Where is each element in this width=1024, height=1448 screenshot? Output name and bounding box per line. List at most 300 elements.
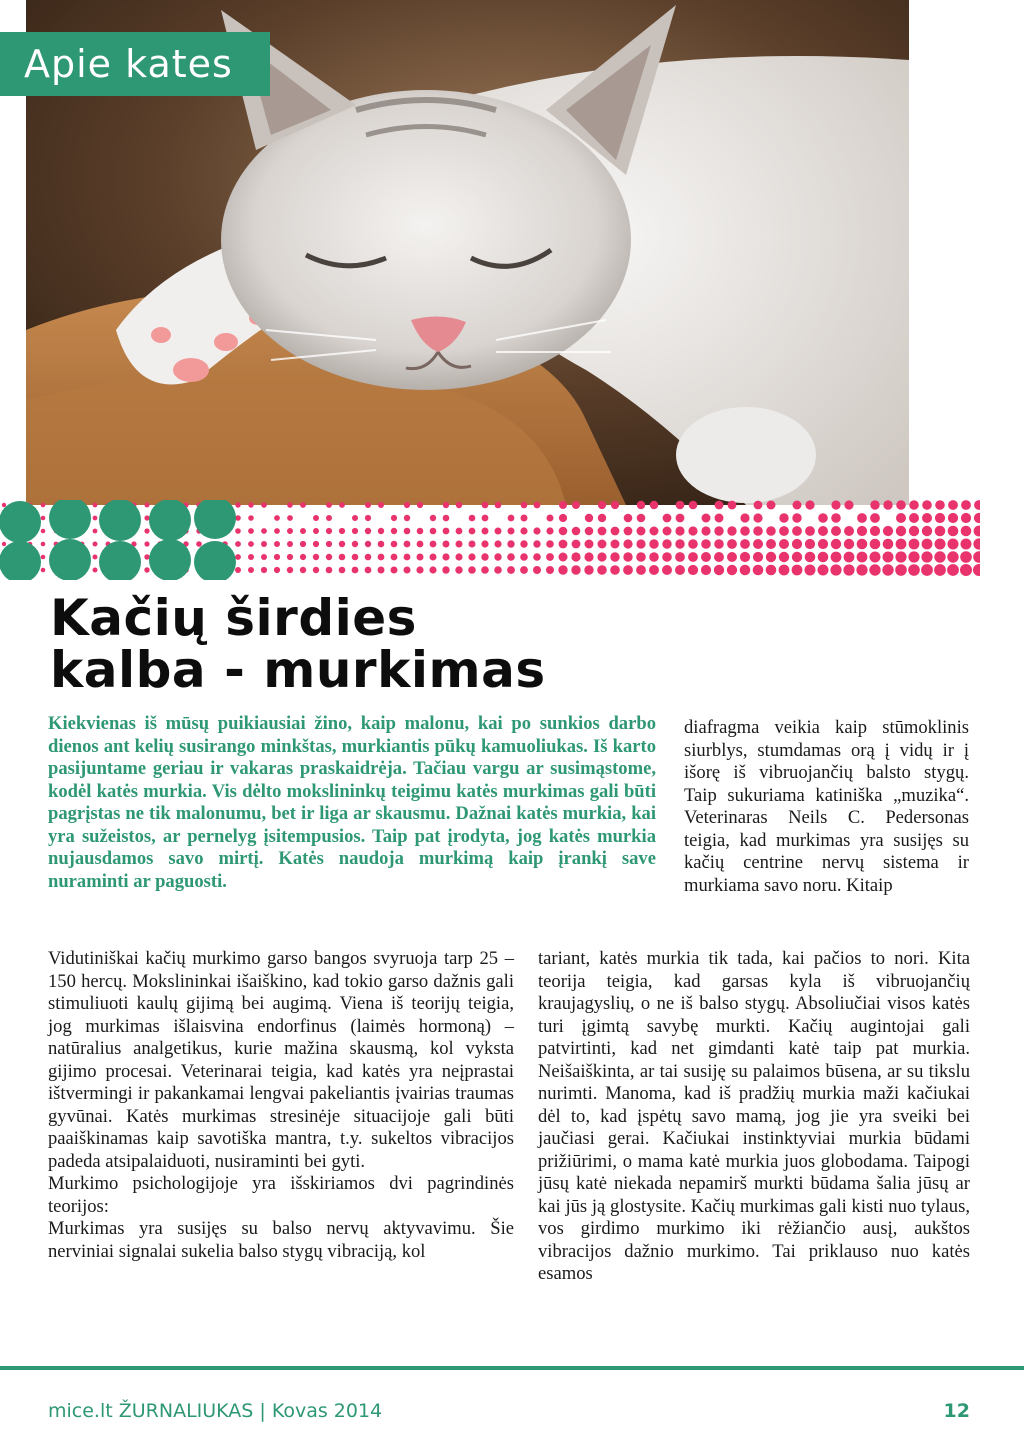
band-dot <box>779 539 789 549</box>
band-dot <box>339 567 346 574</box>
band-dot <box>624 527 633 536</box>
band-dot <box>546 566 554 574</box>
band-dot <box>624 514 633 523</box>
band-dot <box>469 528 476 535</box>
section-tag-label: Apie kates <box>24 42 233 86</box>
band-dot <box>805 539 815 549</box>
band-green-circle <box>99 500 141 541</box>
band-dot <box>313 567 319 573</box>
band-dot <box>300 554 306 560</box>
band-dot <box>378 567 385 574</box>
band-dot <box>41 542 46 547</box>
band-dot <box>908 564 920 576</box>
band-dot <box>261 541 267 547</box>
band-dot <box>507 566 515 574</box>
band-dot <box>391 528 397 534</box>
band-dot <box>482 515 489 522</box>
dotted-band-decoration <box>0 500 980 580</box>
band-dot <box>365 567 372 574</box>
band-dot <box>909 513 919 523</box>
band-dot <box>649 565 659 575</box>
band-dot <box>856 564 867 575</box>
band-dot <box>714 552 724 562</box>
band-dot <box>468 553 475 560</box>
band-dot <box>598 514 606 522</box>
band-dot <box>41 516 46 521</box>
band-dot <box>144 515 149 520</box>
band-dot <box>818 552 829 563</box>
band-dot <box>870 526 880 536</box>
band-dot <box>93 529 98 534</box>
band-dot <box>870 500 879 509</box>
band-dot <box>430 528 437 535</box>
band-dot <box>779 513 788 522</box>
band-dot <box>520 566 528 574</box>
band-dot <box>869 564 880 575</box>
band-dot <box>675 539 684 548</box>
band-dot <box>495 528 502 535</box>
band-dot <box>521 502 528 509</box>
band-dot <box>365 502 371 508</box>
band-dot <box>429 566 436 573</box>
band-dot <box>676 514 685 523</box>
band-dot <box>935 539 946 550</box>
band-dot <box>585 527 594 536</box>
band-dot <box>843 564 854 575</box>
band-dot <box>365 554 372 561</box>
band-dot <box>326 515 332 521</box>
band-dot <box>443 528 450 535</box>
band-dot <box>41 529 46 534</box>
band-dot <box>391 541 398 548</box>
band-dot <box>909 526 919 536</box>
band-dot <box>753 565 764 576</box>
band-dot <box>961 526 972 537</box>
band-dot <box>922 526 932 536</box>
band-dot <box>921 551 932 562</box>
band-dot <box>935 500 945 510</box>
band-dot <box>611 527 620 536</box>
band-dot <box>831 552 842 563</box>
band-dot <box>365 541 371 547</box>
band-dot <box>235 554 241 560</box>
band-dot <box>300 541 306 547</box>
band-dot <box>688 526 697 535</box>
band-dot <box>300 567 306 573</box>
band-dot <box>948 500 958 510</box>
band-dot <box>610 552 619 561</box>
band-dot <box>948 526 959 537</box>
band-dot <box>404 554 411 561</box>
band-dot <box>934 551 945 562</box>
band-dot <box>636 539 645 548</box>
band-dot <box>870 513 880 523</box>
band-dot <box>274 515 280 521</box>
band-dot <box>935 526 946 537</box>
band-dot <box>830 564 841 575</box>
band-dot <box>520 527 527 534</box>
band-dot <box>339 554 346 561</box>
band-dot <box>844 500 853 509</box>
band-dot <box>831 500 840 509</box>
band-dot <box>547 515 554 522</box>
band-dot <box>559 501 567 509</box>
band-dot <box>857 526 867 536</box>
band-dot <box>235 515 241 521</box>
band-green-circle <box>149 539 191 580</box>
band-dot <box>753 513 762 522</box>
band-dot <box>870 539 881 550</box>
band-green-circle <box>194 541 236 580</box>
band-dot <box>792 526 802 536</box>
band-dot <box>416 566 423 573</box>
band-dot <box>688 565 698 575</box>
band-dot <box>520 540 527 547</box>
band-dot <box>495 502 502 509</box>
band-dot <box>857 513 867 523</box>
band-dot <box>702 514 711 523</box>
band-dot <box>598 501 606 509</box>
band-dot <box>921 564 933 576</box>
band-dot <box>287 567 293 573</box>
band-dot <box>248 541 254 547</box>
band-dot <box>792 552 802 562</box>
footer-rule <box>0 1366 1024 1370</box>
band-dot <box>507 553 515 561</box>
band-dot <box>481 553 488 560</box>
band-dot <box>662 552 672 562</box>
band-dot <box>559 553 568 562</box>
band-dot <box>469 541 476 548</box>
band-dot <box>805 565 816 576</box>
band-dot <box>818 513 828 523</box>
band-dot <box>637 501 645 509</box>
band-dot <box>623 539 632 548</box>
band-dot <box>443 541 450 548</box>
band-dot <box>235 502 240 507</box>
band-dot <box>93 568 98 573</box>
band-dot <box>468 566 476 574</box>
band-dot <box>895 551 906 562</box>
band-dot <box>727 565 737 575</box>
band-dot <box>934 564 946 576</box>
band-dot <box>779 526 789 536</box>
band-dot <box>831 513 841 523</box>
band-dot <box>585 540 594 549</box>
band-dot <box>352 554 359 561</box>
band-dot <box>469 515 476 522</box>
band-dot <box>481 566 489 574</box>
band-dot <box>649 539 658 548</box>
band-dot <box>766 552 776 562</box>
band-dot <box>960 551 972 563</box>
band-dot <box>300 528 306 534</box>
band-dot <box>442 566 449 573</box>
band-dot <box>352 541 358 547</box>
band-dot <box>558 565 567 574</box>
band-dot <box>417 528 424 535</box>
band-dot <box>715 514 724 523</box>
band-dot <box>339 528 345 534</box>
band-dot <box>571 565 580 574</box>
band-dot <box>637 514 646 523</box>
band-dot <box>597 565 607 575</box>
band-dot <box>663 527 672 536</box>
band-dot <box>611 501 619 509</box>
band-dot <box>831 539 841 549</box>
band-dot <box>378 541 385 548</box>
band-dot <box>960 564 972 576</box>
band-dot <box>352 528 358 534</box>
band-dot <box>300 502 306 508</box>
band-dot <box>701 526 710 535</box>
band-dot <box>844 552 855 563</box>
band-dot <box>948 539 959 550</box>
band-dot <box>326 528 332 534</box>
band-dot <box>701 539 711 549</box>
band-dot <box>248 528 254 534</box>
band-dot <box>494 553 501 560</box>
band-dot <box>404 541 411 548</box>
band-dot <box>779 552 789 562</box>
band-dot <box>365 515 371 521</box>
band-dot <box>456 541 463 548</box>
band-dot <box>727 526 736 535</box>
band-dot <box>533 566 541 574</box>
band-dot <box>896 539 907 550</box>
band-dot <box>494 540 501 547</box>
band-dot <box>974 526 980 537</box>
band-dot <box>378 502 384 508</box>
band-green-circle <box>0 501 41 543</box>
band-dot <box>144 554 149 559</box>
band-dot <box>870 552 881 563</box>
left-paragraph-1: Vidutiniškai kačių murkimo garso bangos svyruoja tarp 25 – 150 hercų. Mokslininkai išaiškino, kad tokio garso dažnis gali stimuliuoti kaulų gijimą bei augimą. Viena iš teorijų teigia, jog murkimas išlaisvina endorfinus (laimės hormoną) – natūralius analgetikus, kurie mažina skausmą, kol vyksta gijimo procesai. Veterinarai teigia, kad katės yra neįprastai ištvermingi ir pakankamai lengvai pakeliantis įvairias traumas gyvūnai. Katės murkimas stresinėje situacijoje gali būti paaiškinamas kaip savotiška mantra, t.y. sukeltos vibracijos padeda atsipalaiduoti, nusiraminti bei gyti. <box>48 948 514 1172</box>
band-dot <box>805 552 816 563</box>
band-dot <box>792 565 803 576</box>
band-dot <box>675 526 684 535</box>
band-dot <box>766 539 776 549</box>
section-tag <box>0 32 270 96</box>
band-dot <box>274 528 280 534</box>
band-dot <box>883 539 894 550</box>
band-dot <box>753 526 763 536</box>
lead-paragraph: Kiekvienas iš mūsų puikiausiai žino, kaip malonu, kai po sunkios darbo dienos ant kelių susirango minkštas, murkiantis pūkų kamuoliukas. Iš karto pasijuntame geriau ir vakaras praskaidrėja. Tačiau vargu ar susimąstome, kodėl katės murkia. Vis dėlto mokslininkų teigimu katės murkimas gali būti pagrįstas ne tik malonumu, bet ir liga ar skausmu. Dažnai katės murkia, kai yra sužeistos, ar pernelyg įsitempusios. Taip pat įrodyta, jog katės murkia nujausdamos savo mirtį. Katės naudoja murkimą kaip įrankį save nuraminti ar paguosti. <box>48 713 656 892</box>
band-dot <box>391 515 397 521</box>
band-dot <box>896 500 906 510</box>
band-dot <box>572 540 581 549</box>
band-dot <box>546 527 553 534</box>
band-dot <box>662 565 672 575</box>
band-dot <box>701 552 711 562</box>
band-dot <box>597 552 606 561</box>
band-dot <box>533 527 540 534</box>
band-dot <box>793 501 802 510</box>
band-dot <box>261 554 267 560</box>
band-dot <box>417 541 424 548</box>
band-dot <box>41 503 46 508</box>
band-dot <box>585 514 593 522</box>
band-dot <box>313 554 319 560</box>
band-dot <box>287 502 293 508</box>
band-dot <box>650 527 659 536</box>
band-dot <box>533 540 540 547</box>
band-dot <box>947 564 959 576</box>
band-dot <box>391 567 398 574</box>
band-dot <box>481 540 488 547</box>
band-dot <box>559 514 567 522</box>
band-dot <box>883 526 893 536</box>
band-dot <box>456 528 463 535</box>
band-dot <box>144 528 149 533</box>
band-dot <box>740 513 749 522</box>
band-dot <box>909 539 920 550</box>
band-dot <box>961 500 971 510</box>
band-dot <box>883 552 894 563</box>
band-dot <box>287 554 293 560</box>
band-dot <box>313 528 319 534</box>
band-dot <box>688 552 698 562</box>
band-dot <box>235 528 241 534</box>
band-dot <box>754 501 763 510</box>
band-dot <box>41 555 46 560</box>
page-number: 12 <box>943 1400 970 1422</box>
band-dot <box>533 553 541 561</box>
band-dot <box>2 542 6 546</box>
band-dot <box>546 553 554 561</box>
band-dot <box>93 503 98 508</box>
band-dot <box>144 541 149 546</box>
band-dot <box>740 526 750 536</box>
band-dot <box>443 502 449 508</box>
band-dot <box>378 528 384 534</box>
band-dot <box>417 502 423 508</box>
band-green-circle <box>99 541 141 580</box>
band-dot <box>740 552 750 562</box>
band-dot <box>818 539 828 549</box>
band-dot <box>766 526 776 536</box>
band-dot <box>714 539 724 549</box>
band-dot <box>961 513 971 523</box>
band-dot <box>740 539 750 549</box>
band-dot <box>857 552 868 563</box>
band-dot <box>649 552 659 562</box>
band-dot <box>508 528 515 535</box>
band-dot <box>663 514 672 523</box>
band-dot <box>521 515 528 522</box>
band-dot <box>857 539 868 550</box>
band-dot <box>248 502 253 507</box>
band-dot <box>274 554 280 560</box>
band-dot <box>636 565 646 575</box>
band-dot <box>339 502 345 508</box>
band-dot <box>287 515 293 521</box>
band-green-circle <box>0 541 41 580</box>
band-dot <box>417 554 424 561</box>
title-line-2: kalba - murkimas <box>50 641 546 699</box>
left-paragraph-3: Murkimas yra susijęs su balso nervų aktyvavimu. Šie nerviniai signalai sukelia balso stygų vibraciją, kol <box>48 1218 514 1262</box>
band-dot <box>404 515 410 521</box>
band-dot <box>93 555 98 560</box>
band-dot <box>688 539 698 549</box>
band-dot <box>313 541 319 547</box>
band-dot <box>753 539 763 549</box>
band-dot <box>636 552 646 562</box>
band-dot <box>326 502 332 508</box>
band-dot <box>676 501 685 510</box>
footer-publication: mice.lt ŽURNALIUKAS | Kovas 2014 <box>48 1400 383 1422</box>
band-dot <box>508 515 515 522</box>
band-dot <box>507 540 514 547</box>
band-dot <box>261 567 267 573</box>
band-dot <box>430 515 436 521</box>
band-dot <box>261 528 267 534</box>
band-dot <box>442 553 449 560</box>
band-dot <box>610 565 620 575</box>
band-dot <box>546 540 554 548</box>
band-dot <box>689 501 698 510</box>
band-dot <box>598 540 607 549</box>
band-dot <box>365 528 371 534</box>
band-dot <box>287 528 293 534</box>
band-dot <box>559 540 568 549</box>
band-dot <box>430 554 437 561</box>
band-dot <box>947 551 958 562</box>
band-green-circle <box>149 500 191 541</box>
band-dot <box>145 503 150 508</box>
band-dot <box>456 502 462 508</box>
band-dot <box>326 554 332 560</box>
band-dot <box>792 539 802 549</box>
band-dot <box>584 565 593 574</box>
article-title <box>50 589 670 699</box>
band-dot <box>973 564 980 576</box>
band-dot <box>715 501 724 510</box>
band-dot <box>974 500 980 510</box>
band-dot <box>443 515 450 522</box>
band-dot <box>455 553 462 560</box>
band-dot <box>974 513 980 523</box>
band-dot <box>805 526 815 536</box>
band-dot <box>572 501 580 509</box>
band-dot <box>818 526 828 536</box>
band-dot <box>767 501 776 510</box>
left-paragraph-2: Murkimo psichologijoje yra išskiriamos dvi pagrindinės teorijos: <box>48 1173 514 1217</box>
band-dot <box>973 538 980 549</box>
band-dot <box>274 567 280 573</box>
band-dot <box>430 541 437 548</box>
band-dot <box>792 513 801 522</box>
band-dot <box>922 500 932 510</box>
band-dot <box>844 526 854 536</box>
band-dot <box>261 502 267 508</box>
band-dot <box>961 539 972 550</box>
right-column-top: diafragma veikia kaip stūmoklinis siurblys, stumdamas orą į vidų ir į išorę iš vibruojančių balsto stygų. Taip sukuriama katiniška „muzika“. Veterinaras Neils C. Pedersonas teigia, kad murkimas yra susijęs su kačių centrine nervų sistema ir murkiama savo noru. Kitaip <box>684 717 969 896</box>
band-dot <box>326 567 333 574</box>
middle-column: tariant, katės murkia tik tada, kai pačios to nori. Kita teorija teigia, kad garsas kyla iš vibruojančių kraujagyslių, o ne iš balso stygų. Absoliučiai visos katės turi įgimtą savybę murkti. Kačių augintojai gali patvirtinti, kad net gimdanti katė taip pat murkia. Neišaiškinta, ar tai susiję su palaimos būsena, ar su tikslu nurimti. Manoma, kad iš pradžių murkia maži kačiukai dėl to, kad įspėtų savo mamą, jog jie yra sveiki bei jaučiasi gerai. Kačiukai instinktyviai murkia būdami prižiūrimi, o mama katė murkia juos globodama. Taipogi jūsų katė niekada nepamirš murkti būdama šalia jūsų ar kai jūs ją glostysite. Kačių murkimas gali kisti nuo tylaus, vos girdimo murkimo iki rėžiančio ausį, aukštos vibracijos dažnio murkimo. Tai priklauso nuo katės esamos <box>538 948 970 1284</box>
band-dot <box>662 539 671 548</box>
band-dot <box>313 515 319 521</box>
band-dot <box>818 565 829 576</box>
band-dot <box>235 541 241 547</box>
band-dot <box>404 502 410 508</box>
band-dot <box>391 554 398 561</box>
band-dot <box>973 551 980 563</box>
band-dot <box>675 565 685 575</box>
band-dot <box>287 541 293 547</box>
band-dot <box>598 527 607 536</box>
band-dot <box>844 539 854 549</box>
